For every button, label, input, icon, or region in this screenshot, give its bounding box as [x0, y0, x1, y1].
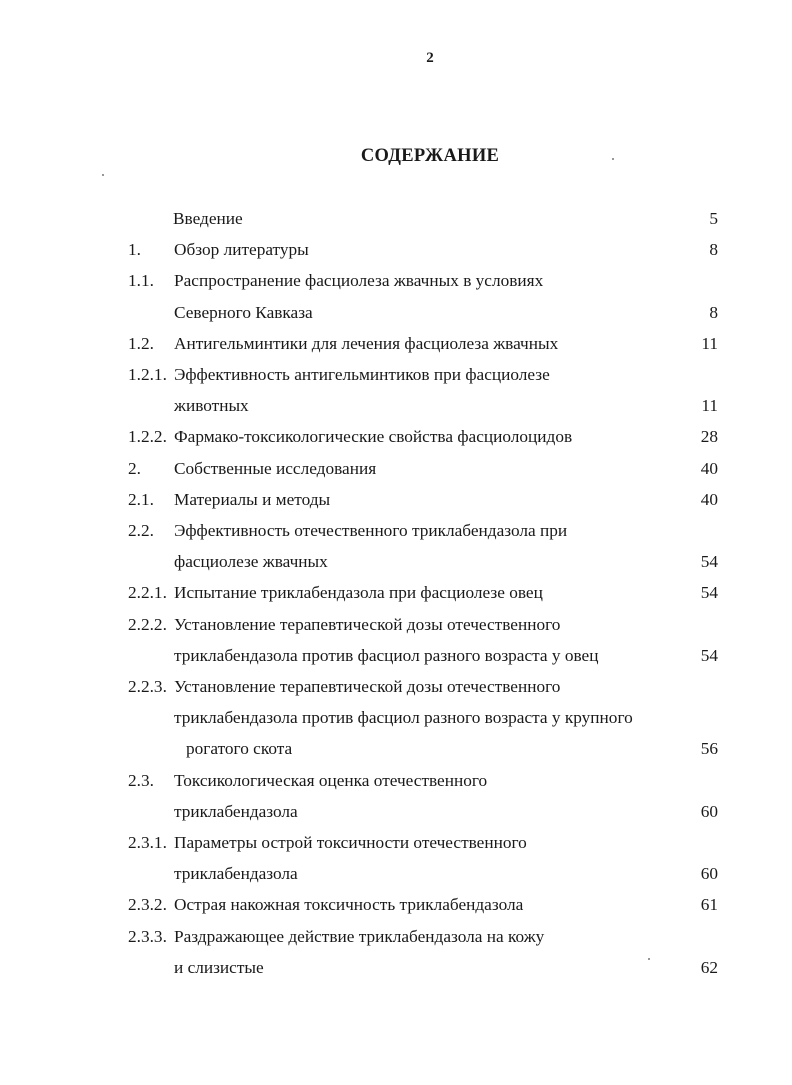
toc-entry-title: Токсикологическая оценка отечественного	[174, 770, 488, 790]
toc-page-number: 28	[700, 427, 718, 447]
toc-entry-number: 1.1.	[128, 271, 154, 291]
toc-entry-number: 2.2.	[128, 521, 154, 540]
toc-entry-number: 2.1.	[128, 489, 154, 509]
toc-page-number: 54	[700, 552, 718, 572]
toc-entry-number: 2.2.1.	[128, 583, 167, 603]
page-title: СОДЕРЖАНИЕ	[360, 146, 500, 166]
toc-line	[0, 297, 792, 328]
toc-entry-number: 2.2.3.	[128, 677, 167, 696]
toc-entry-title: Установление терапевтической дозы отечественного	[174, 614, 561, 634]
toc-line	[0, 421, 792, 452]
toc-line	[0, 546, 792, 577]
toc-page-number: 60	[700, 801, 718, 821]
toc-line	[0, 453, 792, 484]
toc-line	[0, 952, 792, 983]
toc-line	[0, 484, 792, 515]
toc-entry-number: 1.2.1.	[128, 365, 167, 384]
toc-page-number: 5	[709, 209, 718, 228]
toc-page-number: 11	[701, 333, 718, 353]
toc-entry-title: триклабендазола	[174, 864, 298, 884]
toc-entry-title: Антигельминтики для лечения фасциолеза жвачных	[174, 333, 559, 353]
toc-entry-title: Эффективность антигельминтиков при фасциолезе	[174, 365, 550, 384]
toc-line	[0, 827, 792, 858]
toc-entry-title: Параметры острой токсичности отечественного	[174, 833, 527, 852]
toc-entry-title: Эффективность отечественного триклабендазола при	[174, 521, 568, 540]
toc-entry-title: Острая накожная токсичность триклабендазола	[174, 895, 524, 915]
toc-entry-title: триклабендазола	[174, 801, 298, 821]
toc-entry-title: Раздражающее действие триклабендазола на кожу	[174, 926, 545, 946]
toc-entry-number: 1.2.2.	[128, 427, 167, 447]
toc-entry-title: Собственные исследования	[174, 458, 377, 478]
toc-page-number: 40	[700, 458, 718, 478]
toc-line	[0, 203, 792, 234]
toc-entry-title: Установление терапевтической дозы отечественного	[174, 677, 561, 696]
toc-line	[0, 328, 792, 359]
toc-page-number: 60	[700, 864, 718, 884]
toc-line	[0, 671, 792, 702]
toc-entry-number: 2.2.2.	[128, 614, 167, 634]
toc-line	[0, 889, 792, 920]
toc-entry-title: рогатого скота	[186, 739, 293, 759]
toc-entry-title: фасциолезе жвачных	[174, 552, 328, 572]
toc-line	[0, 640, 792, 671]
toc-line	[0, 390, 792, 421]
toc-line	[0, 577, 792, 608]
toc-page-number: 40	[700, 489, 718, 509]
toc-line	[0, 265, 792, 296]
toc-entry-number: 2.3.2.	[128, 895, 167, 915]
toc-page-number: 54	[700, 645, 718, 665]
toc-entry-title: Испытание триклабендазола при фасциолезе овец	[174, 583, 543, 603]
toc-page-number: 62	[700, 957, 718, 977]
toc-line	[0, 359, 792, 390]
toc-line	[0, 234, 792, 265]
scan-speck	[612, 158, 614, 160]
toc-line	[0, 858, 792, 889]
toc-page-number: 56	[700, 739, 718, 759]
toc-page-number: 61	[700, 895, 718, 915]
scan-speck	[648, 958, 650, 960]
toc-line	[0, 796, 792, 827]
toc-entry-title: Материалы и методы	[174, 489, 331, 509]
toc-entry-number: 2.3.3.	[128, 926, 167, 946]
toc-entry-title: Распространение фасциолеза жвачных в условиях	[174, 271, 544, 291]
toc-entry-title: Северного Кавказа	[174, 302, 313, 322]
toc-entry-title: триклабендазола против фасциол разного возраста у крупного	[174, 708, 633, 728]
toc-entry-title: Введение	[173, 209, 243, 228]
toc-page-number: 54	[700, 583, 718, 603]
toc-line	[0, 921, 792, 952]
toc-entry-title: Обзор литературы	[174, 240, 309, 260]
toc-entry-title: и слизистые	[174, 957, 264, 977]
toc-line	[0, 515, 792, 546]
toc-entry-number: 2.3.	[128, 770, 154, 790]
toc-entry-number: 1.2.	[128, 333, 154, 353]
toc-entry-number: 1.	[128, 240, 141, 260]
toc-entry-number: 2.3.1.	[128, 833, 167, 852]
toc-page-number: 11	[701, 396, 718, 416]
scan-speck	[102, 174, 104, 176]
page-number: 2	[426, 50, 434, 66]
toc-entry-title: Фармако-токсикологические свойства фасциолоцидов	[174, 427, 573, 447]
toc-entry-number: 2.	[128, 458, 141, 478]
toc-entry-title: животных	[174, 396, 249, 416]
toc-line	[0, 765, 792, 796]
toc-page-number: 8	[709, 302, 718, 322]
toc-page-number: 8	[709, 240, 718, 260]
toc-line	[0, 733, 792, 764]
toc-line	[0, 702, 792, 733]
toc-line	[0, 609, 792, 640]
toc-entry-title: триклабендазола против фасциол разного возраста у овец	[174, 645, 599, 665]
